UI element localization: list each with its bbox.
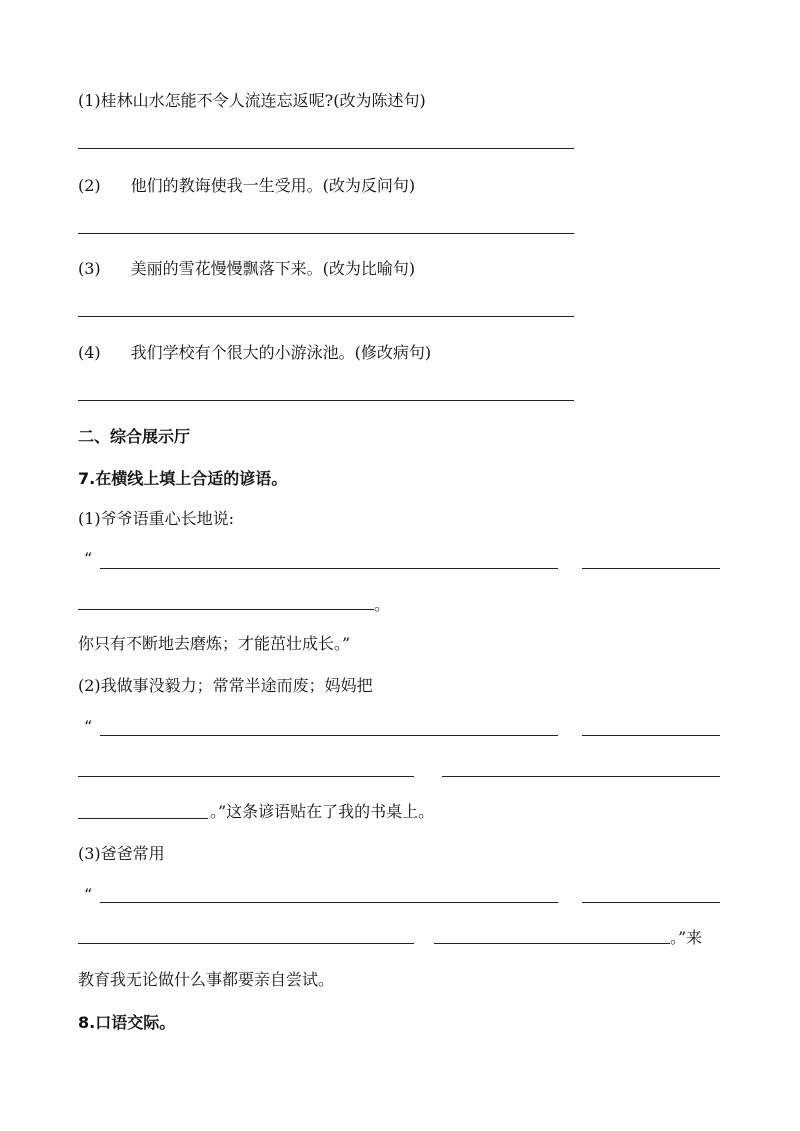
q7-part3-intro: (3)爸爸常用 <box>78 844 165 863</box>
item-3-number: (3) <box>78 259 101 278</box>
item-3-text: 美丽的雪花慢慢飘落下来。(改为比喻句) <box>130 259 416 278</box>
q7-part3-blank-4[interactable] <box>434 943 670 944</box>
q7-part1-blank-3[interactable] <box>78 609 374 610</box>
q7-part2-blank-5[interactable] <box>78 818 208 819</box>
q7-part1-intro: (1)爷爷语重心长地说: <box>78 509 235 528</box>
q7-part1-tail: 你只有不断地去磨炼；才能茁壮成长。” <box>78 634 351 653</box>
q7-part2-blank-1[interactable] <box>100 735 558 736</box>
q7-part3-blank-2[interactable] <box>582 902 720 903</box>
q7-part1-open-quote: “ <box>84 549 93 568</box>
question-8-title: 8.口语交际。 <box>78 1013 176 1032</box>
answer-line-3[interactable] <box>78 316 574 317</box>
q7-part3-blank-3[interactable] <box>78 943 414 944</box>
q7-part1-period: 。 <box>374 595 391 614</box>
q7-part2-open-quote: “ <box>84 717 93 736</box>
answer-line-2[interactable] <box>78 233 574 234</box>
question-7-title: 7.在横线上填上合适的谚语。 <box>78 469 288 488</box>
item-2-number: (2) <box>78 176 101 195</box>
q7-part3-open-quote: “ <box>84 885 93 904</box>
item-1-text: 桂林山水怎能不令人流连忘返呢?(改为陈述句) <box>100 91 426 110</box>
q7-part2-blank-4[interactable] <box>442 776 720 777</box>
q7-part1-blank-2[interactable] <box>582 568 720 569</box>
answer-line-1[interactable] <box>78 148 574 149</box>
q7-part2-tail: 。”这条谚语贴在了我的书桌上。 <box>210 802 435 821</box>
answer-line-4[interactable] <box>78 400 574 401</box>
item-4 <box>78 342 431 364</box>
q7-part3-tail: 教育我无论做什么事都要亲自尝试。 <box>78 970 335 989</box>
q7-part2-intro: (2)我做事没毅力；常常半途而废；妈妈把 <box>78 676 373 695</box>
section-title: 二、综合展示厅 <box>78 427 191 446</box>
q7-part3-blank-1[interactable] <box>100 902 558 903</box>
item-2 <box>78 175 415 197</box>
q7-part1-blank-1[interactable] <box>100 568 558 569</box>
q7-part2-blank-2[interactable] <box>582 735 720 736</box>
item-3 <box>78 258 415 280</box>
q7-part2-blank-3[interactable] <box>78 776 414 777</box>
item-1-number: (1) <box>78 91 101 110</box>
q7-part3-suffix: 。”来 <box>670 928 703 947</box>
item-4-number: (4) <box>78 343 101 362</box>
item-4-text: 我们学校有个很大的小游泳池。(修改病句) <box>130 343 432 362</box>
item-1 <box>78 90 426 112</box>
item-2-text: 他们的教诲使我一生受用。(改为反问句) <box>130 176 416 195</box>
